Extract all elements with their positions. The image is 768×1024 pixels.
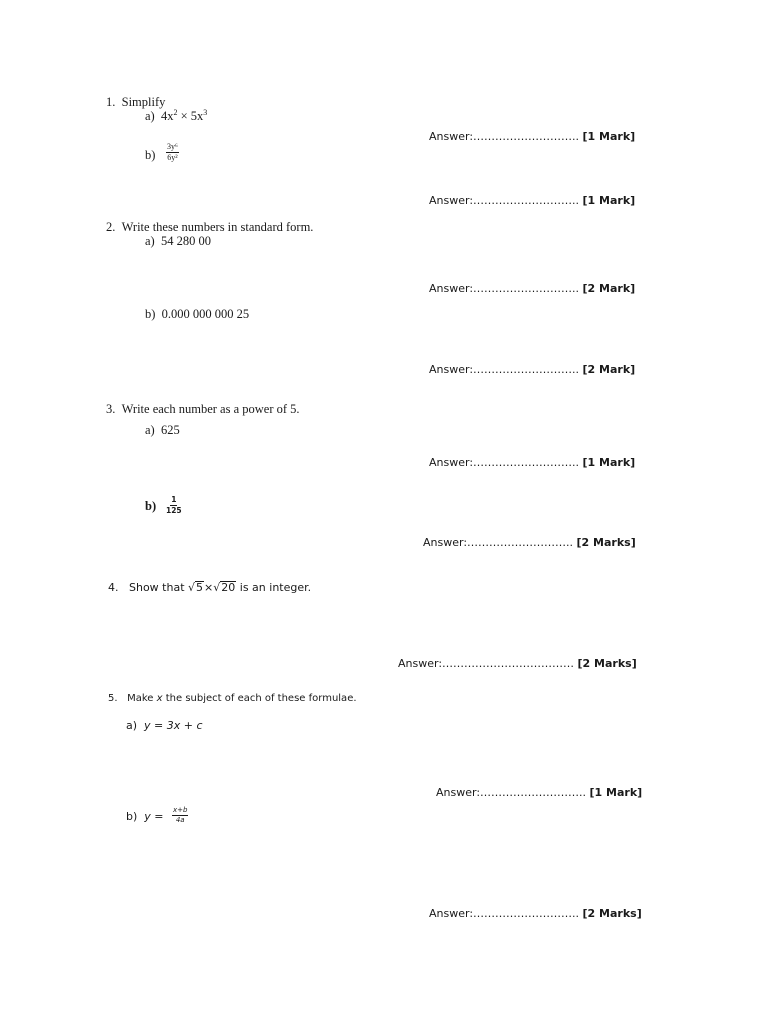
q5b-answer-line: Answer:……………………….. [2 Marks]: [429, 907, 642, 920]
q5a-formula: y = 3x + c: [144, 719, 203, 732]
q5b-lhs: y =: [144, 810, 164, 823]
q2-number: 2.: [106, 220, 116, 234]
q5b-denominator: 4a: [175, 816, 185, 824]
q2a-answer-line: Answer:……………………….. [2 Mark]: [429, 282, 636, 295]
q3-number: 3.: [106, 402, 116, 416]
q3a-item: a) 625: [145, 423, 180, 437]
q1a-label: a): [145, 109, 155, 123]
q1a-answer-line: Answer:……………………….. [1 Mark]: [429, 130, 636, 143]
q3-heading: [106, 403, 300, 416]
q3b-answer-line: Answer:……………………….. [2 Marks]: [423, 536, 636, 549]
q2b-value: 0.000 000 000 25: [161, 307, 250, 321]
q4-prompt-end: is an integer.: [239, 581, 312, 594]
q1b-numerator: 3y⁶: [167, 142, 178, 151]
q1-prompt: Simplify: [121, 95, 166, 109]
q5a-marks: [1 Mark]: [589, 786, 643, 799]
q3b-label: b): [145, 499, 157, 513]
q5-number: 5.: [108, 693, 118, 704]
q2a-value: 54 280 00: [160, 234, 211, 248]
q1b-answer-line: Answer:……………………….. [1 Mark]: [429, 194, 636, 207]
q5b-numerator: x+b: [173, 806, 188, 814]
q1a-item: [145, 109, 207, 123]
q5b-fraction: [172, 807, 188, 824]
q4-marks: [2 Marks]: [577, 657, 637, 670]
q4-answer-line: Answer:……………………………… [2 Marks]: [398, 657, 637, 670]
q3a-marks: [1 Mark]: [582, 456, 636, 469]
q2b-answer-line: Answer:……………………….. [2 Mark]: [429, 363, 636, 376]
q5a-answer-line: Answer:……………………….. [1 Mark]: [436, 786, 643, 799]
q5b-item: b) y =: [126, 810, 164, 823]
q2b-item: b) 0.000 000 000 25: [145, 307, 250, 321]
q1b-label: b): [145, 148, 156, 162]
q3a-value: 625: [160, 423, 180, 437]
q5a-item: a) y = 3x + c: [126, 719, 203, 732]
q2a-item: a) 54 280 00: [145, 234, 211, 248]
q1b-denominator: 6y²: [167, 153, 178, 162]
q3a-answer-line: Answer:……………………….. [1 Mark]: [429, 456, 636, 469]
q4-number: 4.: [108, 581, 119, 594]
q5-heading: 5. Make x the subject of each of these formulae.: [108, 693, 357, 704]
q3b-fraction: [166, 496, 182, 514]
q2b-marks: [2 Mark]: [582, 363, 636, 376]
q2-heading: [106, 221, 313, 234]
q1-number: 1.: [106, 95, 116, 109]
q3b-denominator: 125: [166, 505, 182, 515]
q1a-expr: $4x^2 \times 5x^3$: [160, 108, 208, 123]
q1-heading: [106, 96, 165, 109]
q5b-marks: [2 Marks]: [582, 907, 642, 920]
q1b-marks: [1 Mark]: [582, 194, 636, 207]
q2-prompt: Write these numbers in standard form.: [121, 220, 314, 234]
q3b-numerator: 1: [171, 495, 177, 504]
q3b-marks: [2 Marks]: [576, 536, 636, 549]
q4-prompt-start: Show that: [129, 581, 185, 594]
q1b-fraction: [166, 143, 179, 162]
q1a-marks: [1 Mark]: [582, 130, 636, 143]
q2a-marks: [2 Mark]: [582, 282, 636, 295]
q5-variable: x: [156, 693, 163, 704]
q4-sqrt-5: √ 5: [188, 581, 204, 594]
q3-prompt: Write each number as a power of 5.: [121, 402, 300, 416]
q4-heading: 4. Show that √ 5 ×√ 20 is an integer.: [108, 581, 312, 594]
q4-sqrt-20: √ 20: [213, 581, 236, 594]
